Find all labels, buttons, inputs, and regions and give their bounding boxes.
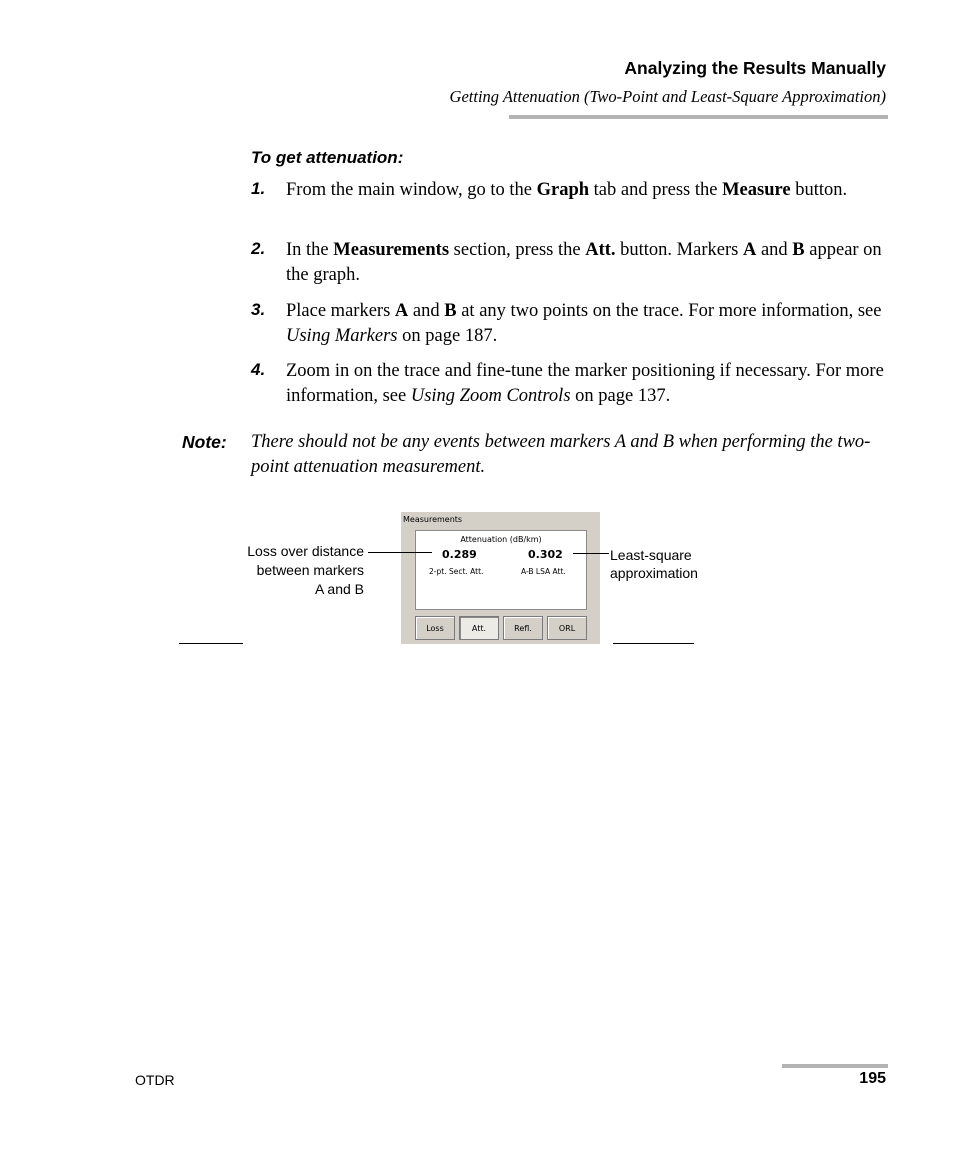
note-label: Note: <box>182 432 227 452</box>
procedure-title: To get attenuation: <box>251 148 404 167</box>
lsa-label: A-B LSA Att. <box>521 567 566 576</box>
panel-title: Measurements <box>403 515 463 524</box>
footer-product: OTDR <box>135 1072 175 1088</box>
footer-rule <box>782 1064 888 1068</box>
running-header-subtitle: Getting Attenuation (Two-Point and Least-Square Approximation) <box>449 87 886 106</box>
lsa-value: 0.302 <box>528 548 563 561</box>
figure-rule-right <box>613 643 694 644</box>
leader-line-left <box>368 552 432 553</box>
two-point-label: 2-pt. Sect. Att. <box>429 567 484 576</box>
two-point-value: 0.289 <box>442 548 477 561</box>
attenuation-group <box>415 530 587 610</box>
loss-button[interactable]: Loss <box>415 616 455 640</box>
step-number: 1. <box>251 179 266 198</box>
step-text: Place markers A and B at any two points on the trace. For more information, see Using Markers on page 187. <box>286 301 882 346</box>
att-button[interactable]: Att. <box>459 616 499 640</box>
step-number: 4. <box>251 360 266 379</box>
step-2 <box>251 238 891 288</box>
note-text: There should not be any events between markers A and B when performing the two-point attenuation measurement. <box>251 432 871 477</box>
step-text: In the Measurements section, press the Att. button. Markers A and B appear on the graph. <box>286 240 882 285</box>
step-4 <box>251 359 891 409</box>
orl-button[interactable]: ORL <box>547 616 587 640</box>
page-number: 195 <box>859 1070 886 1087</box>
step-1 <box>251 178 891 228</box>
callout-loss-over-distance: Loss over distance between markers A and B <box>247 543 364 597</box>
step-3 <box>251 299 891 349</box>
link-using-zoom-controls[interactable]: Using Zoom Controls <box>410 386 571 406</box>
step-number: 3. <box>251 300 266 319</box>
figure-rule-left <box>179 643 243 644</box>
step-number: 2. <box>251 239 266 258</box>
refl-button[interactable]: Refl. <box>503 616 543 640</box>
step-text: From the main window, go to the Graph tab and press the Measure button. <box>286 180 848 200</box>
leader-line-right <box>573 553 609 554</box>
measurements-panel <box>401 512 600 644</box>
running-header-title: Analyzing the Results Manually <box>624 58 886 78</box>
step-text: Zoom in on the trace and fine-tune the marker positioning if necessary. For more information, see Using Zoom Controls on page 137. <box>286 361 884 406</box>
header-rule <box>509 115 888 119</box>
link-using-markers[interactable]: Using Markers <box>286 326 398 346</box>
callout-least-square: Least-square approximation <box>610 547 698 581</box>
attenuation-header: Attenuation (dB/km) <box>460 535 542 544</box>
